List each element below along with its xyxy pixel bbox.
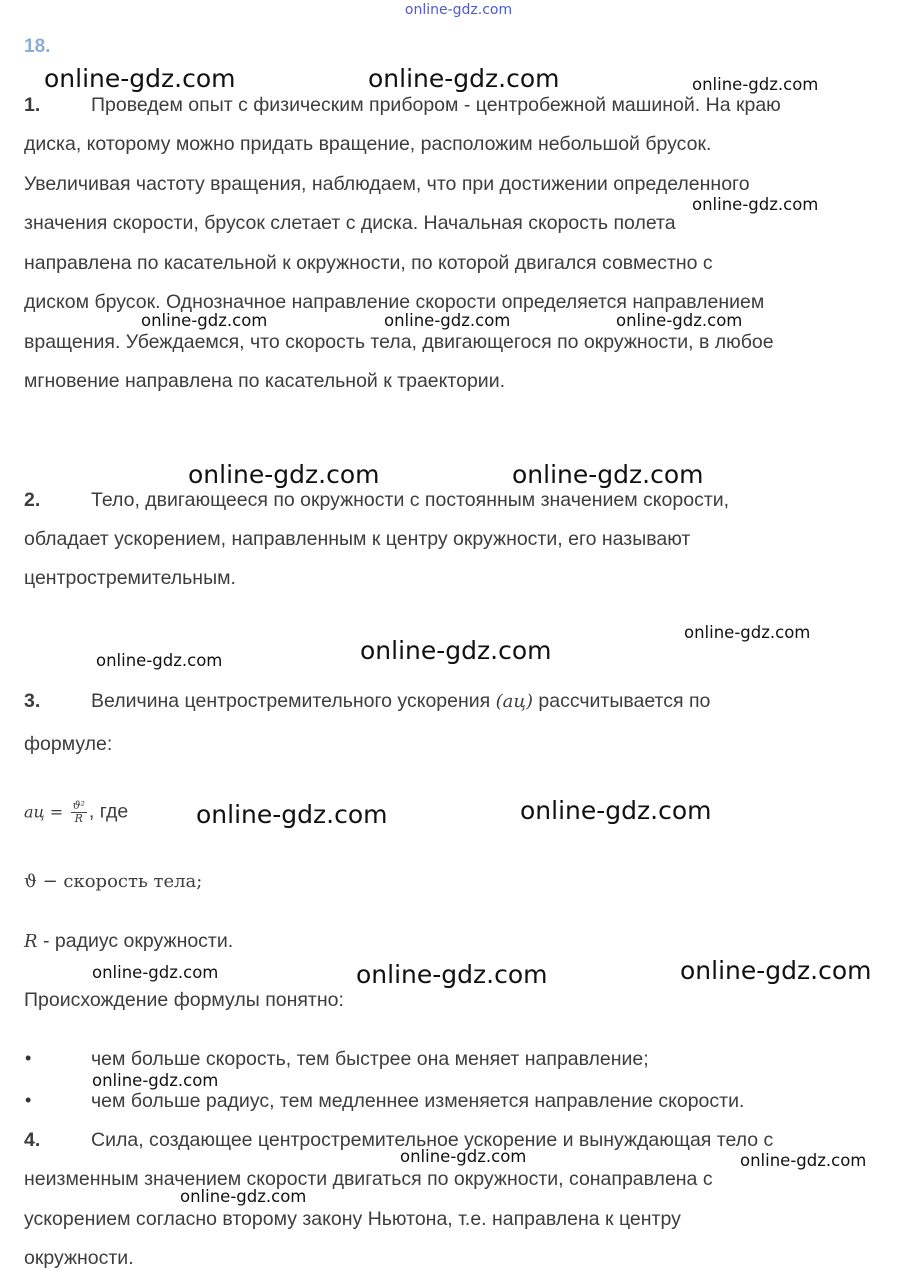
watermark: online-gdz.com	[188, 460, 380, 489]
definition-radius	[24, 930, 233, 953]
watermark: online-gdz.com	[520, 796, 712, 825]
paragraph-1-line-1	[24, 94, 781, 117]
formula-lhs: aц =	[24, 802, 64, 822]
formula-fraction	[71, 800, 87, 825]
paragraph-3-line-1	[24, 690, 710, 713]
bullet-1-text: чем больше скорость, тем быстрее она меняет направление;	[91, 1048, 649, 1070]
paragraph-2-line-3: центростремительным.	[24, 567, 236, 589]
watermark: online-gdz.com	[512, 460, 704, 489]
watermark: online-gdz.com	[356, 960, 548, 989]
text: Величина центростремительного ускорения	[91, 690, 491, 712]
formula	[24, 800, 128, 825]
text: - радиус окружности.	[37, 930, 234, 952]
acceleration-symbol: (aц)	[495, 691, 533, 712]
task-number: 18.	[24, 36, 51, 57]
paragraph-1-line-5: направлена по касательной к окружности, по которой двигался совместно с	[24, 252, 713, 274]
origin-text: Происхождение формулы понятно:	[24, 989, 344, 1011]
watermark: online-gdz.com	[384, 311, 511, 330]
watermark: online-gdz.com	[680, 956, 872, 985]
watermark: online-gdz.com	[196, 800, 388, 829]
paragraph-1-number: 1.	[24, 94, 41, 116]
paragraph-1-line-4: значения скорости, брусок слетает с диска. Начальная скорость полета	[24, 212, 676, 234]
bullet-2-text: чем больше радиус, тем медленнее изменяется направление скорости.	[91, 1090, 745, 1112]
text: Тело, двигающееся по окружности с постоянным значением скорости,	[91, 489, 730, 511]
paragraph-1-line-3: Увеличивая частоту вращения, наблюдаем, что при достижении определенного	[24, 173, 750, 195]
watermark: online-gdz.com	[92, 1071, 219, 1090]
watermark: online-gdz.com	[92, 963, 219, 982]
paragraph-4-number: 4.	[24, 1129, 41, 1151]
paragraph-1-line-6: диском брусок. Однозначное направление скорости определяется направлением	[24, 291, 765, 313]
bullet-1-marker: •	[25, 1048, 32, 1068]
paragraph-4-line-4: окружности.	[24, 1247, 134, 1269]
watermark: online-gdz.com	[684, 623, 811, 642]
paragraph-2-number: 2.	[24, 489, 41, 511]
definition-velocity: ϑ − скорость тела;	[24, 871, 203, 892]
paragraph-1-line-8: мгновение направлена по касательной к траектории.	[24, 370, 506, 392]
watermark: online-gdz.com	[180, 1187, 307, 1206]
watermark: online-gdz.com	[368, 64, 560, 93]
text: Проведем опыт с физическим прибором - центробежной машиной. На краю	[91, 94, 781, 116]
watermark: online-gdz.com	[616, 311, 743, 330]
paragraph-2-line-2: обладает ускорением, направленным к центру окружности, его называют	[24, 528, 691, 550]
watermark-top: online-gdz.com	[404, 2, 513, 18]
watermark: online-gdz.com	[96, 651, 223, 670]
paragraph-1-line-2: диска, которому можно придать вращение, расположим небольшой брусок.	[24, 133, 712, 155]
paragraph-4-line-1	[24, 1129, 773, 1152]
paragraph-4-line-2: неизменным значением скорости двигаться по окружности, сонаправлена с	[24, 1168, 713, 1190]
watermark: online-gdz.com	[400, 1147, 527, 1166]
watermark: online-gdz.com	[141, 311, 268, 330]
watermark: online-gdz.com	[360, 636, 552, 665]
formula-numerator: ϑ²	[72, 799, 85, 812]
paragraph-3-number: 3.	[24, 690, 41, 712]
paragraph-2-line-1	[24, 489, 729, 512]
paragraph-4-line-3: ускорением согласно второму закону Ньютона, т.е. направлена к центру	[24, 1208, 681, 1230]
watermark: online-gdz.com	[44, 64, 236, 93]
paragraph-3-line-2: формуле:	[24, 733, 113, 755]
bullet-2-marker: •	[25, 1090, 32, 1110]
formula-denominator: R	[74, 812, 83, 825]
formula-tail: , где	[88, 800, 129, 823]
watermark: online-gdz.com	[692, 75, 819, 94]
text: рассчитывается по	[538, 690, 711, 712]
radius-symbol: R	[24, 931, 38, 952]
watermark: online-gdz.com	[740, 1151, 867, 1170]
text: Сила, создающее центростремительное ускорение и вынуждающая тело с	[91, 1129, 774, 1151]
paragraph-1-line-7: вращения. Убеждаемся, что скорость тела, двигающегося по окружности, в любое	[24, 331, 774, 353]
watermark: online-gdz.com	[692, 195, 819, 214]
